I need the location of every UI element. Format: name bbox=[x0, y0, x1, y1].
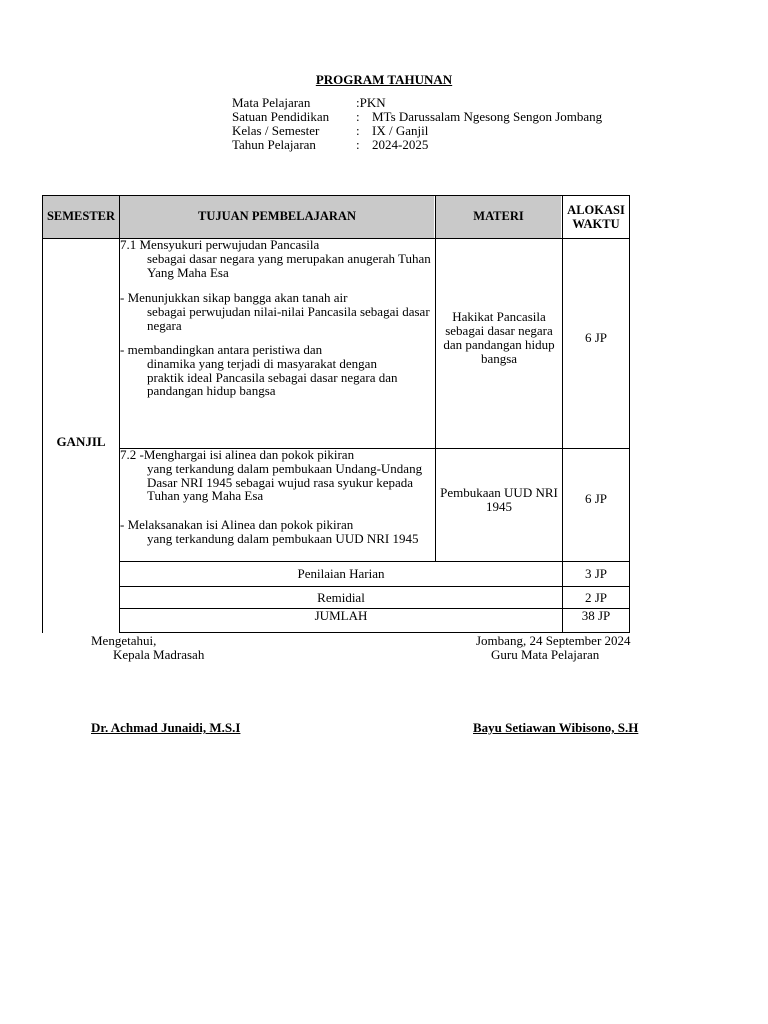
info-value: IX / Ganjil bbox=[372, 123, 429, 138]
sign-left-name: Dr. Achmad Junaidi, M.S.I bbox=[91, 720, 241, 735]
summary-label: Penilaian Harian bbox=[297, 566, 385, 581]
info-key: Tahun Pelajaran bbox=[232, 137, 316, 152]
tujuan-item bbox=[120, 448, 434, 503]
semester-value: GANJIL bbox=[56, 434, 106, 449]
table-border bbox=[119, 586, 630, 587]
info-sep: : bbox=[356, 123, 360, 138]
info-value: 2024-2025 bbox=[372, 137, 429, 152]
alokasi-cell: 6 JP bbox=[584, 491, 608, 506]
info-sep: : bbox=[356, 137, 360, 152]
info-sep: : bbox=[356, 95, 360, 110]
tujuan-first-line: - Melaksanakan isi Alinea dan pokok pikiran bbox=[120, 517, 354, 532]
header-semester: SEMESTER bbox=[46, 209, 116, 224]
info-key: Satuan Pendidikan bbox=[232, 109, 330, 124]
table-border bbox=[435, 195, 436, 562]
tujuan-rest: sebagai perwujudan nilai-nilai Pancasila sebagai dasar negara bbox=[147, 303, 430, 333]
header-alokasi: ALOKASI WAKTU bbox=[567, 203, 625, 231]
tujuan-first-line: - Menunjukkan sikap bangga akan tanah air bbox=[120, 290, 348, 305]
table-border bbox=[119, 561, 630, 562]
tujuan-first-line: 7.2 -Menghargai isi alinea dan pokok pikiran bbox=[120, 447, 355, 462]
summary-label: JUMLAH bbox=[314, 608, 368, 623]
tujuan-first-line: 7.1 Mensyukuri perwujudan Pancasila bbox=[120, 237, 320, 252]
materi-cell: Hakikat Pancasila sebagai dasar negara dan pandangan hidup bangsa bbox=[443, 309, 555, 366]
tujuan-first-line: - membandingkan antara peristiwa dan bbox=[120, 342, 323, 357]
tujuan-rest: yang terkandung dalam pembukaan Undang-Undang Dasar NRI 1945 sebagai wujud rasa syukur kepada Tuhan yang Maha Esa bbox=[147, 460, 423, 504]
summary-value: 3 JP bbox=[584, 566, 608, 581]
tujuan-item bbox=[120, 291, 432, 332]
alokasi-cell: 6 JP bbox=[584, 330, 608, 345]
header-materi: MATERI bbox=[473, 209, 524, 224]
sign-right-line2: Guru Mata Pelajaran bbox=[491, 647, 600, 662]
summary-value: 2 JP bbox=[584, 590, 608, 605]
summary-label: Remidial bbox=[317, 590, 365, 605]
info-key: Kelas / Semester bbox=[232, 123, 320, 138]
document-title: PROGRAM TAHUNAN bbox=[315, 72, 453, 87]
header-tujuan: TUJUAN PEMBELAJARAN bbox=[198, 209, 356, 224]
tujuan-rest: sebagai dasar negara yang merupakan anugerah Tuhan Yang Maha Esa bbox=[147, 250, 431, 280]
sign-left-line2: Kepala Madrasah bbox=[113, 647, 205, 662]
sign-right-name: Bayu Setiawan Wibisono, S.H bbox=[473, 720, 639, 735]
tujuan-rest: dinamika yang terjadi di masyarakat dengan praktik ideal Pancasila sebagai dasar negara dan pandangan hidup bangsa bbox=[147, 355, 398, 399]
materi-cell: Pembukaan UUD NRI 1945 bbox=[440, 485, 558, 514]
table-border bbox=[629, 195, 630, 633]
tujuan-rest: yang terkandung dalam pembukaan UUD NRI 1945 bbox=[147, 530, 419, 546]
tujuan-item bbox=[120, 238, 432, 279]
tujuan-item bbox=[120, 343, 412, 398]
info-value: MTs Darussalam Ngesong Sengon Jombang bbox=[372, 109, 603, 124]
info-sep: : bbox=[356, 109, 360, 124]
table-border bbox=[42, 195, 630, 196]
table-border bbox=[42, 195, 43, 633]
summary-value: 38 JP bbox=[581, 608, 611, 623]
sign-left-line1: Mengetahui, bbox=[91, 633, 157, 648]
sign-right-line1: Jombang, 24 September 2024 bbox=[476, 633, 631, 648]
tujuan-item bbox=[120, 518, 434, 546]
info-key: Mata Pelajaran bbox=[232, 95, 311, 110]
info-value: PKN bbox=[359, 95, 386, 110]
